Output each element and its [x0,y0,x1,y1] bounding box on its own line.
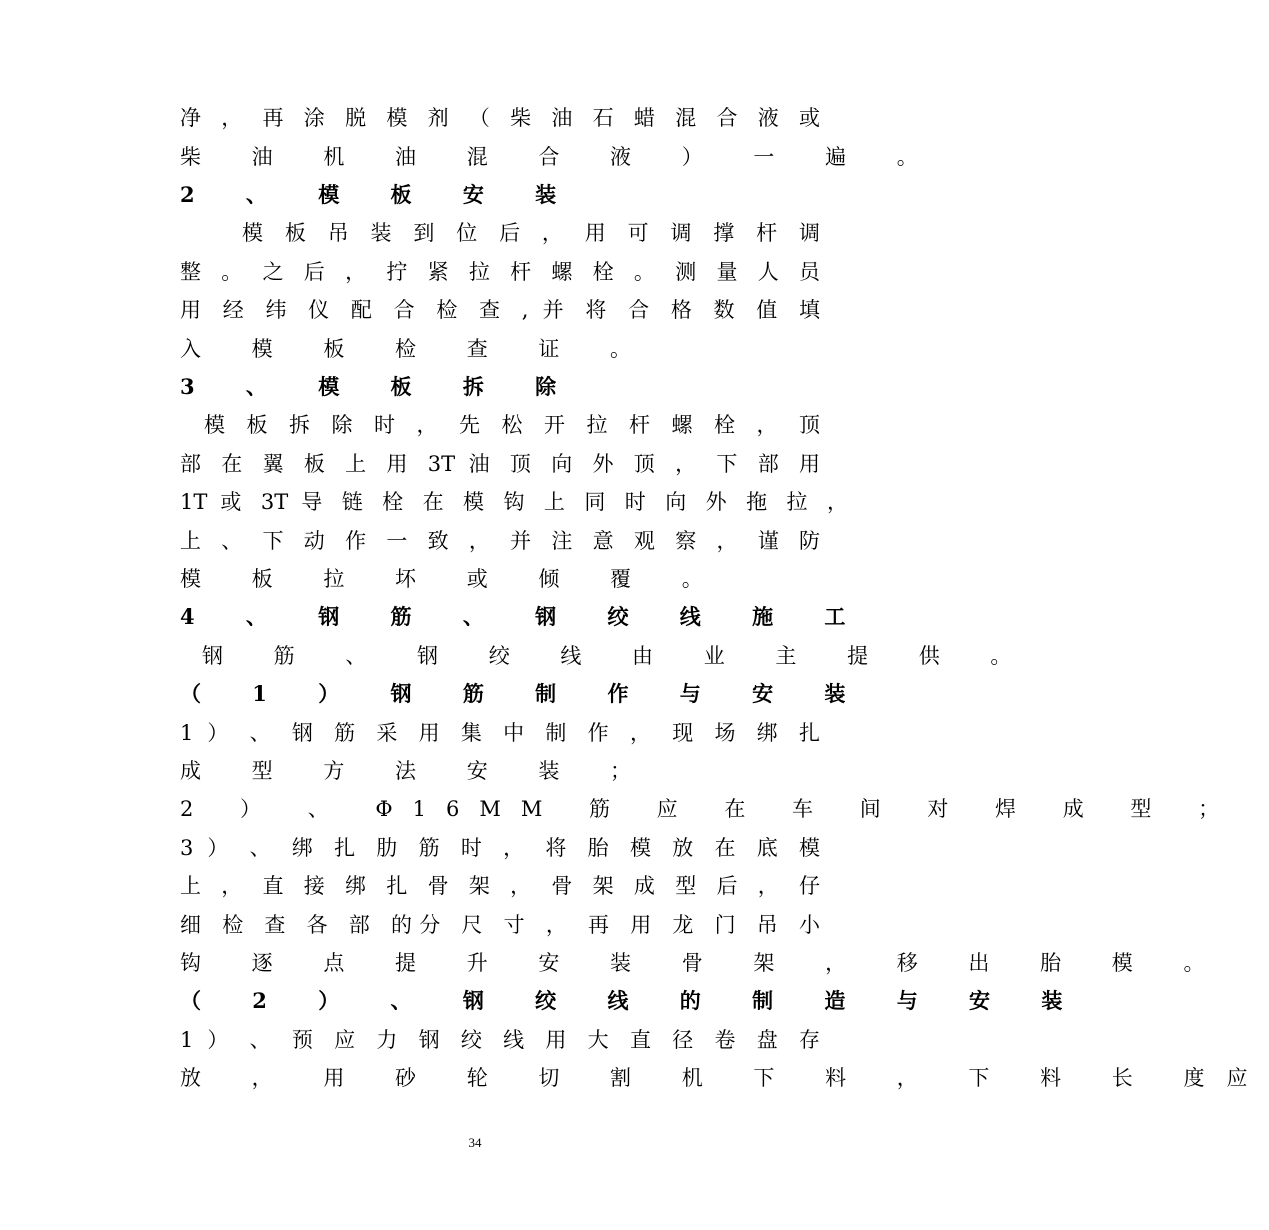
body-line-19: 钩 逐 点 提 升 安 装 骨 架 ， 移 出 胎 模 。 [180,951,1227,975]
body-line-10: 上 、 下 动 作 一 致 ， 并 注 意 观 察 ， 谨 防 [180,529,820,553]
body-line-9: 1T 或 3T 导 链 栓 在 模 钩 上 同 时 向 外 拖 拉 ， [180,490,848,514]
subsection-heading-1: （ 1 ） 钢 筋 制 作 与 安 装 [180,681,868,706]
body-line-20: 1 ） 、 预 应 力 钢 绞 线 用 大 直 径 卷 盘 存 [180,1028,820,1052]
body-line-5: 用 经 纬 仪 配 合 检 查 , 并 将 合 格 数 值 填 [180,298,820,322]
body-line-15: 2 ） 、 Φ16MM 筋 应 在 车 间 对 焊 成 型 ； [180,797,1240,821]
body-line-8: 部 在 翼 板 上 用 3T 油 顶 向 外 顶 ， 下 部 用 [180,452,820,476]
body-line-3: 模 板 吊 装 到 位 后 ， 用 可 调 撑 杆 调 [242,221,820,245]
body-line-4: 整 。 之 后 ， 拧 紧 拉 杆 螺 栓 。 测 量 人 员 [180,260,820,284]
body-line-6: 入 模 板 检 查 证 。 [180,337,654,361]
body-line-18: 细 检 查 各 部 的分 尺 寸 ， 再 用 龙 门 吊 小 [180,913,820,937]
body-line-17: 上 ， 直 接 绑 扎 骨 架 ， 骨 架 成 型 后 ， 仔 [180,874,820,898]
body-line-14: 成 型 方 法 安 装 ； [180,759,654,783]
body-line-16: 3 ） 、 绑 扎 肋 筋 时 ， 将 胎 模 放 在 底 模 [180,836,820,860]
section-heading-2: 2 、 模 板 安 装 [180,182,579,207]
page-number: 34 [468,1135,482,1150]
body-line-13: 1 ） 、 钢 筋 采 用 集 中 制 作 ， 现 场 绑 扎 [180,721,820,745]
body-line-21: 放 ， 用 砂 轮 切 割 机 下 料 ， 下 料 长 度应 [180,1066,1269,1090]
subsection-heading-2: （ 2 ） 、 钢 绞 线 的 制 造 与 安 装 [180,988,1085,1013]
section-heading-3: 3 、 模 板 拆 除 [180,374,579,399]
body-line-11: 模 板 拉 坏 或 倾 覆 。 [180,567,725,591]
section-heading-4: 4 、 钢 筋 、 钢 绞 线 施 工 [180,604,868,629]
body-line-7: 模 板 拆 除 时 ， 先 松 开 拉 杆 螺 栓 ， 顶 [204,413,820,437]
body-line-12: 钢 筋 、 钢 绞 线 由 业 主 提 供 。 [202,644,1034,668]
body-line-2: 柴 油 机 油 混 合 液 ） 一 遍 。 [180,145,940,169]
body-line-1: 净 ， 再 涂 脱 模 剂 （ 柴 油 石 蜡 混 合 液 或 [180,106,820,130]
